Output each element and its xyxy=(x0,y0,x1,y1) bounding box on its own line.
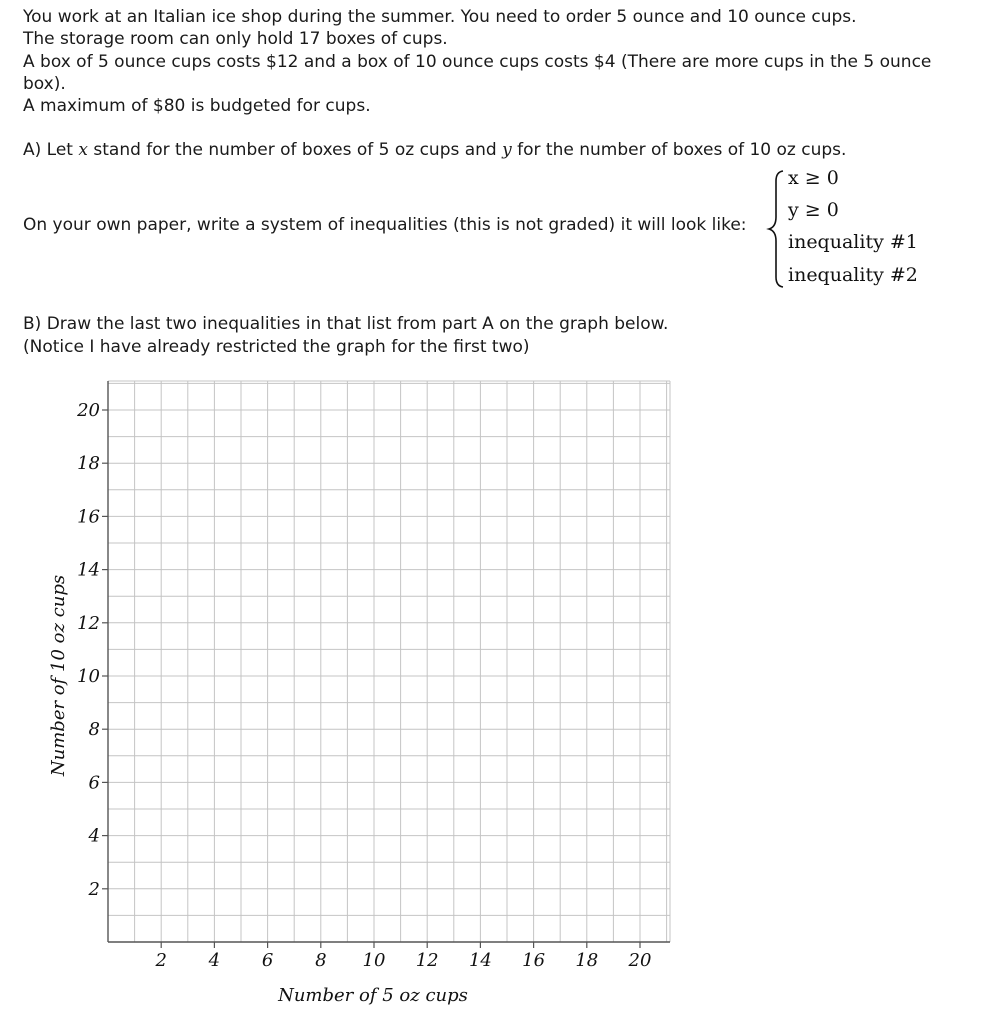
x-tick-label: 8 xyxy=(315,950,327,971)
problem-line-3: A box of 5 ounce cups costs $12 and a box of 10 ounce cups costs $4 (There are more cups in the 5 ounce box). xyxy=(23,51,932,94)
x-tick-label: 20 xyxy=(628,950,652,971)
y-tick-label: 18 xyxy=(77,453,100,475)
variable-y: y xyxy=(502,140,512,161)
x-tick-label: 4 xyxy=(208,950,221,971)
y-tick-label: 20 xyxy=(77,400,100,421)
y-tick-label: 2 xyxy=(88,878,100,900)
x-tick-label: 12 xyxy=(415,950,439,971)
problem-line-2: The storage room can only hold 17 boxes of cups. xyxy=(23,29,448,50)
axis-layer xyxy=(108,381,670,942)
x-tick-label: 14 xyxy=(468,950,492,971)
tick-layer xyxy=(76,400,651,971)
part-a-middle: stand for the number of boxes of 5 oz cups and xyxy=(87,140,503,161)
part-a-prefix: A) Let xyxy=(23,140,79,161)
x-tick-label: 10 xyxy=(362,950,386,971)
y-tick-label: 16 xyxy=(77,506,100,528)
system-instruction: On your own paper, write a system of inequalities (this is not graded) it will look like: xyxy=(23,215,747,235)
system-line-4: inequality #2 xyxy=(788,264,918,286)
problem-line-1: You work at an Italian ice shop during the summer. You need to order 5 ounce and 10 ounce cups. xyxy=(23,7,857,27)
y-tick-label: 10 xyxy=(77,666,100,687)
x-tick-label: 16 xyxy=(522,950,546,971)
y-tick-label: 14 xyxy=(77,559,100,581)
x-axis-title: Number of 5 oz cups xyxy=(278,985,468,1006)
grid-layer xyxy=(108,381,670,942)
system-line-3: inequality #1 xyxy=(788,231,918,253)
system-line-1: x ≥ 0 xyxy=(788,167,839,189)
variable-x: x xyxy=(78,140,88,161)
x-tick-label: 6 xyxy=(261,950,274,971)
system-line-2: y ≥ 0 xyxy=(788,199,839,221)
y-tick-label: 4 xyxy=(88,825,100,847)
part-a-suffix: for the number of boxes of 10 oz cups. xyxy=(511,140,847,161)
y-axis-title: Number of 10 oz cups xyxy=(48,574,69,777)
x-tick-label: 2 xyxy=(155,950,167,971)
part-b-line-2: (Notice I have already restricted the graph for the first two) xyxy=(23,336,530,357)
x-tick-label: 18 xyxy=(575,950,599,971)
part-b-line-1: B) Draw the last two inequalities in that list from part A on the graph below. xyxy=(23,314,669,334)
y-tick-label: 6 xyxy=(88,772,100,794)
y-tick-label: 12 xyxy=(77,612,100,634)
y-tick-label: 8 xyxy=(88,719,100,741)
problem-line-4: A maximum of $80 is budgeted for cups. xyxy=(23,96,371,117)
